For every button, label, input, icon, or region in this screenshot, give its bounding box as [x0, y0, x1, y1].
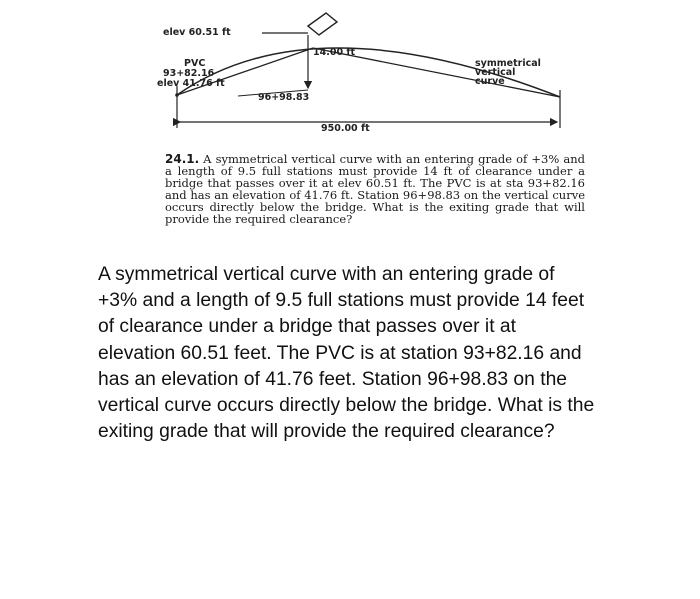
vertical-curve-diagram — [0, 0, 700, 160]
curve-label-line-3: curve — [475, 76, 505, 87]
problem-text: A symmetrical vertical curve with an entering grade of +3% and a length of 9.5 full stations must provide 14 ft of clearance under a bridge that passes over it at elev 60.51 ft. The PVC is at sta 93+82.16 and has an elevation of 41.76 ft. Station 96+98.83 on the vertical curve occurs directly below the bridge. What is the exiting grade that will provide the required clearance? — [165, 152, 585, 226]
textbook-problem — [165, 153, 585, 225]
curve-label-line-1: symmetrical — [475, 58, 541, 69]
bridge-station-label: 96+98.83 — [258, 92, 310, 103]
clearance-label: 14.00 ft — [313, 47, 356, 58]
bridge-deck — [308, 13, 337, 35]
pvc-point — [175, 93, 179, 97]
problem-number: 24.1. — [165, 152, 200, 166]
pvc-elevation-label: elev 41.76 ft — [157, 78, 225, 89]
top-elevation-label: elev 60.51 ft — [163, 27, 231, 38]
question-text: A symmetrical vertical curve with an entering grade of +3% and a length of 9.5 full stations must provide 14 feet of clearance under a bridge that passes over it at elevation 60.51 feet. The PVC is at station 93+82.16 and has an elevation of 41.76 feet. Station 96+98.83 on the vertical curve occurs directly below the bridge. What is the exiting grade that will provide the required clearance? — [98, 264, 595, 443]
length-label: 950.00 ft — [321, 123, 370, 134]
pvc-station-label: 93+82.16 — [163, 68, 215, 79]
pvc-label: PVC — [184, 58, 206, 69]
curve-label-line-2: vertical — [475, 67, 516, 78]
